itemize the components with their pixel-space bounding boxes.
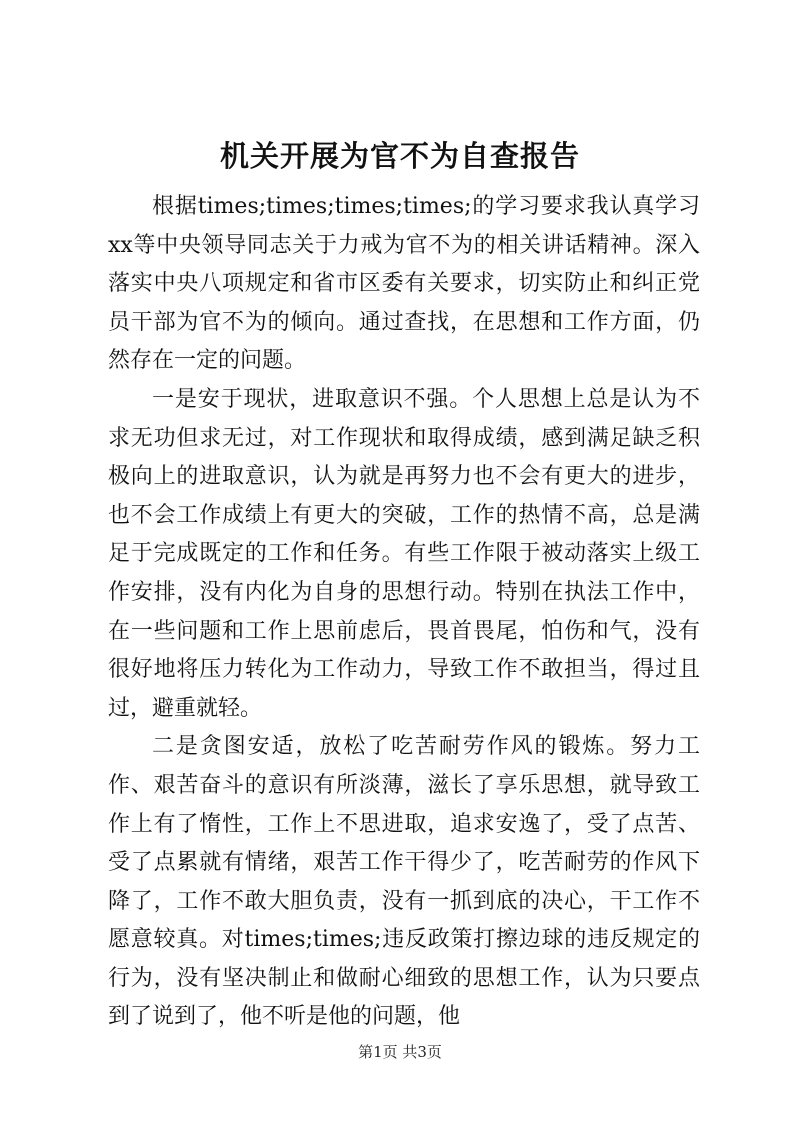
paragraph-intro: 根据times;times;times;times;的学习要求我认真学习xx等中央领导同志关于力戒为官不为的相关讲话精神。深入落实中央八项规定和省市区委有关要求，切实防止和纠正党员干部为官不为的倾向。通过查找，在思想和工作方面，仍然存在一定的问题。 [108, 194, 700, 374]
page-number-footer: 第1页 共3页 [358, 1043, 442, 1061]
paragraph-point-two: 二是贪图安适，放松了吃苦耐劳作风的锻炼。努力工作、艰苦奋斗的意识有所淡薄，滋长了享乐思想，就导致工作上有了惰性，工作上不思进取，追求安逸了，受了点苦、受了点累就有情绪，艰苦工作干得少了，吃苦耐劳的作风下降了，工作不敢大胆负责，没有一抓到底的决心，干工作不愿意较真。对times;times;违反政策打擦边球的违反规定的行为，没有坚决制止和做耐心细致的思想工作，认为只要点到了说到了，他不听是他的问题，他 [108, 734, 700, 1030]
document-title: 机关开展为官不为自查报告 [219, 139, 580, 173]
paragraph-point-one: 一是安于现状，进取意识不强。个人思想上总是认为不求无功但求无过，对工作现状和取得成绩，感到满足缺乏积极向上的进取意识，认为就是再努力也不会有更大的进步，也不会工作成绩上有更大的突破，工作的热情不高，总是满足于完成既定的工作和任务。有些工作限于被动落实上级工作安排，没有内化为自身的思想行动。特别在执法工作中，在一些问题和工作上思前虑后，畏首畏尾，怕伤和气，没有很好地将压力转化为工作动力，导致工作不敢担当，得过且过，避重就轻。 [108, 386, 700, 721]
document-body [108, 188, 700, 1037]
